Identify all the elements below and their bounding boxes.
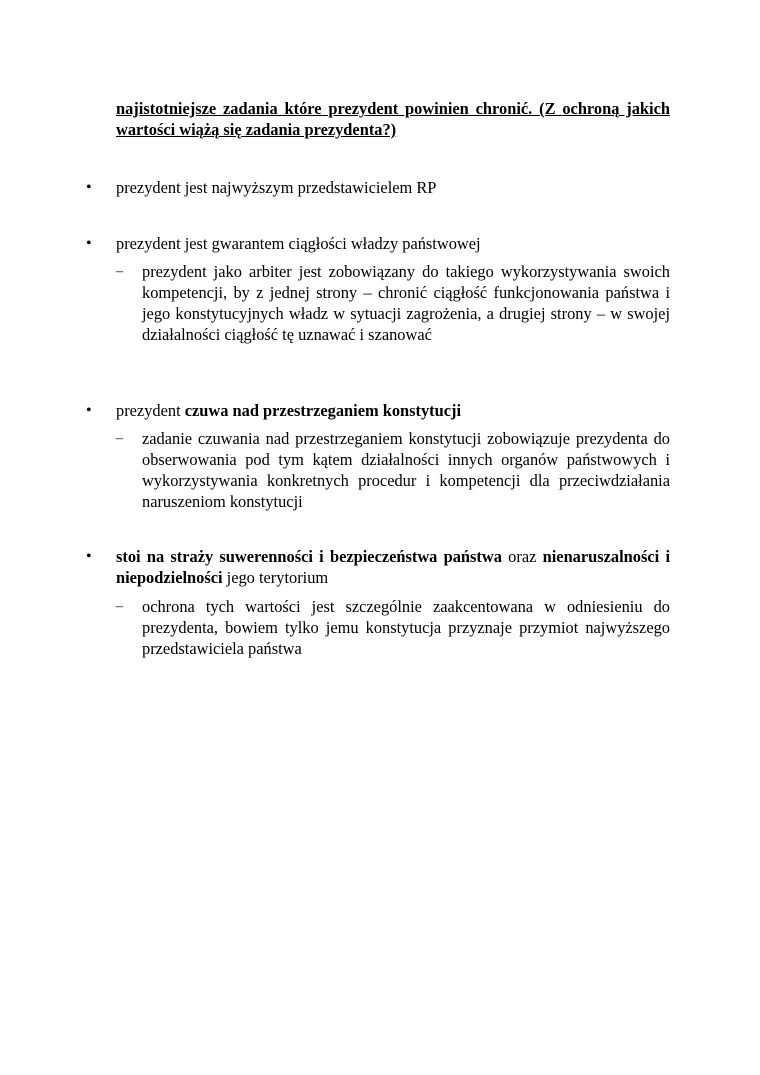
sub-item-text: zadanie czuwania nad przestrzeganiem konstytucji zobowiązuje prezydenta do obserwowania pod tym kątem działalności innych organów państwowych i wykorzystywania konkretnych procedur i kompetencji dla przeciwdziałania naruszeniom konstytucji <box>142 429 670 511</box>
bullet-text-plain: jego terytorium <box>222 568 329 587</box>
dash-icon: – <box>116 599 123 614</box>
bullet-icon: • <box>86 179 92 196</box>
bullet-text <box>116 400 670 421</box>
bullet-text <box>116 233 670 254</box>
bullet-icon: • <box>86 548 92 565</box>
sub-item-text: prezydent jako arbiter jest zobowiązany do takiego wykorzystywania swoich kompetencji, by z jednej strony – chronić ciągłość funkcjonowania państwa i jego konstytucyjnych władz w sytuacji zagrożenia, a drugiej strony – w swojej działalności ciągłość tę uznawać i szanować <box>142 262 670 344</box>
bullet-text <box>116 177 670 198</box>
document-heading: najistotniejsze zadania które prezydent powinien chronić. (Z ochroną jakich wartości wiążą się zadania prezydenta?) <box>116 99 670 139</box>
dash-icon: – <box>116 431 123 446</box>
bullet-text-bold: czuwa nad przestrzeganiem konstytucji <box>184 401 462 420</box>
bullet-text-plain: prezydent jest gwarantem ciągłości władzy państwowej <box>116 234 481 253</box>
bullet-text-bold: stoi na straży suwerenności i bezpieczeństwa państwa <box>116 547 502 566</box>
bullet-text-plain: prezydent <box>116 401 185 420</box>
bullet-text-plain: oraz <box>501 547 543 566</box>
bullet-text-bold: nienaruszalności i niepodzielności <box>116 547 670 587</box>
bullet-icon: • <box>86 402 92 419</box>
bullet-text-plain: prezydent jest najwyższym przedstawicielem RP <box>116 178 437 197</box>
sub-item-text: ochrona tych wartości jest szczególnie zaakcentowana w odniesieniu do prezydenta, bowiem tylko jemu konstytucja przyznaje przymiot najwyższego przedstawiciela państwa <box>142 597 670 658</box>
dash-icon: – <box>116 264 123 279</box>
bullet-text <box>116 546 670 588</box>
bullet-icon: • <box>86 235 92 252</box>
